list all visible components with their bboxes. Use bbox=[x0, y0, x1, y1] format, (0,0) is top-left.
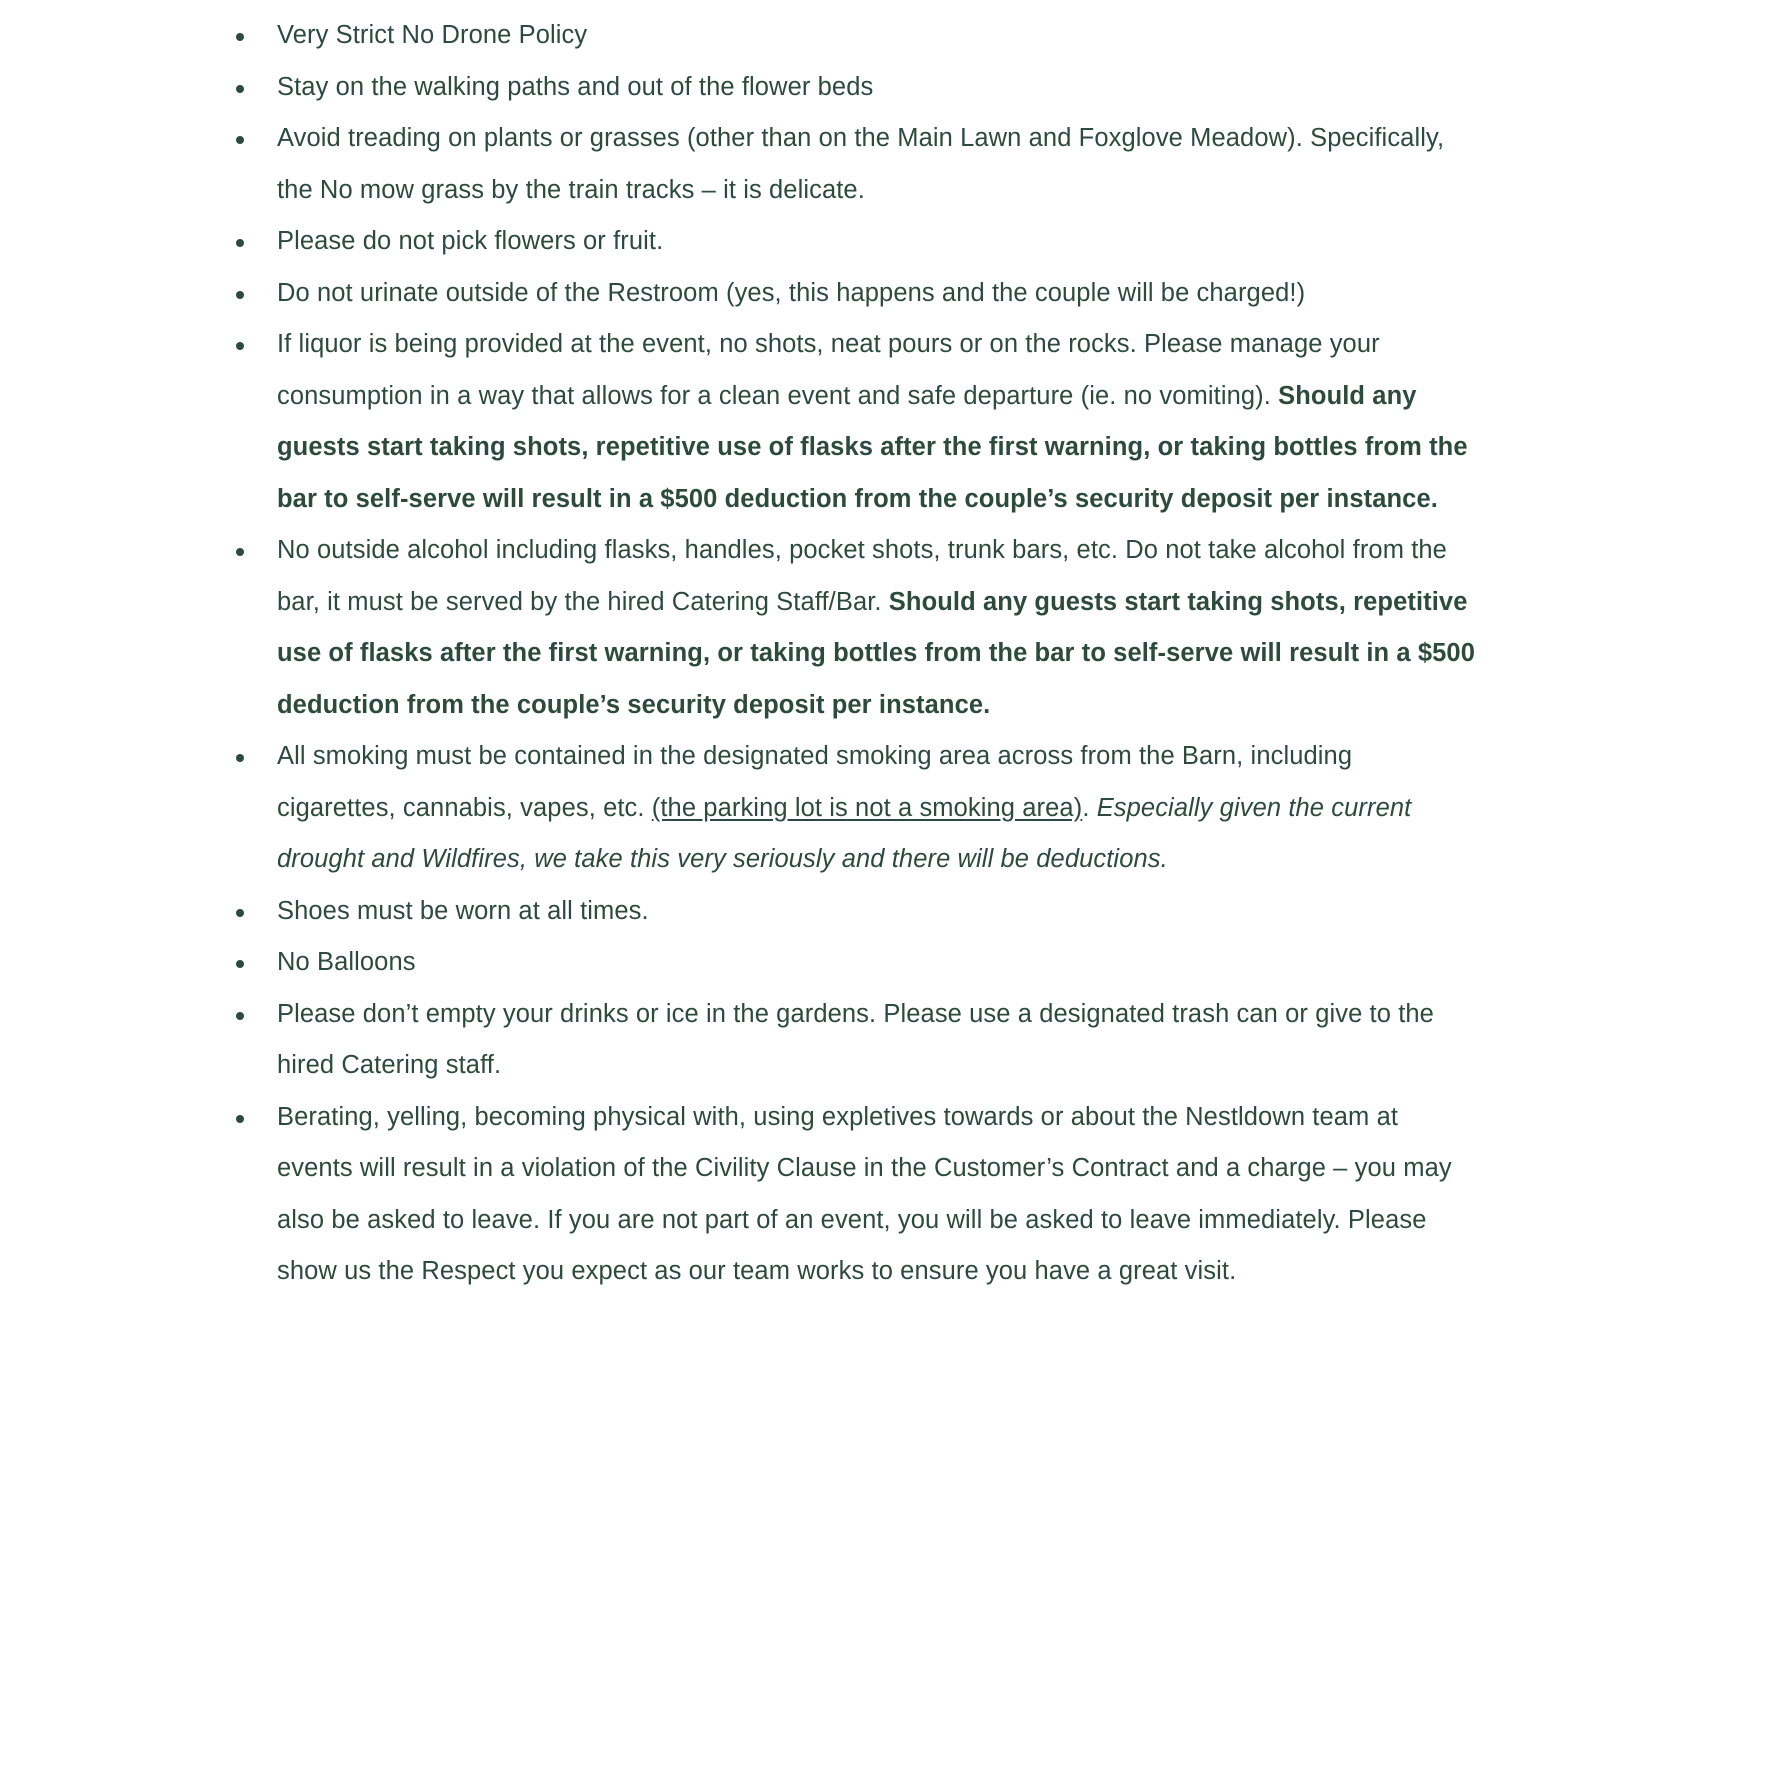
rule-item-shoes-required bbox=[225, 886, 1476, 938]
rule-text-run: Should any guests start taking shots, repetitive use of flasks after the first warning, or taking bottles from the bar to self-serve will result in a $500 deduction from the couple’s security deposit per instance. bbox=[277, 381, 1468, 513]
rule-item-liquor-service bbox=[225, 319, 1476, 525]
rule-text-run: Should any guests start taking shots, repetitive use of flasks after the first warning, or taking bottles from the bar to self-serve will result in a $500 deduction from the couple’s security deposit per instance. bbox=[277, 587, 1475, 719]
rule-item-no-balloons bbox=[225, 937, 1476, 989]
rule-text-run: Do not urinate outside of the Restroom (yes, this happens and the couple will be charged!) bbox=[277, 278, 1306, 307]
rule-item-smoking-area bbox=[225, 731, 1476, 886]
rule-text-run: Please do not pick flowers or fruit. bbox=[277, 227, 664, 255]
rule-text-run: No outside alcohol including flasks, handles, pocket shots, trunk bars, etc. Do not take alcohol from the bar, it must be served by the hired Catering Staff/Bar. bbox=[277, 536, 1447, 616]
rule-text-run: Please don’t empty your drinks or ice in the gardens. Please use a designated trash can or give to the hired Catering staff. bbox=[277, 999, 1434, 1079]
rule-item-no-emptying-drinks bbox=[225, 989, 1476, 1092]
rule-item-restroom-only bbox=[225, 268, 1476, 320]
rule-item-no-outside-alcohol bbox=[225, 525, 1476, 731]
rule-text-run: No Balloons bbox=[277, 948, 416, 976]
rule-item-walking-paths bbox=[225, 62, 1476, 114]
rule-text-run: Stay on the walking paths and out of the flower beds bbox=[277, 72, 874, 101]
rule-text-run: Berating, yelling, becoming physical with, using expletives towards or about the Nestldown team at events will result in a violation of the Civility Clause in the Customer’s Contract and a charge – you may also be asked to leave. If you are not part of an event, you will be asked to leave immediately. Please show us the Respect you expect as our team works to ensure you have a great visit. bbox=[277, 1102, 1452, 1285]
rules-list bbox=[225, 10, 1476, 1298]
rule-text-run: If liquor is being provided at the event, no shots, neat pours or on the rocks. Please manage your consumption in a way that allows for a clean event and safe departure (ie. no vomiting). bbox=[277, 330, 1380, 410]
rule-text-run: Shoes must be worn at all times. bbox=[277, 896, 649, 925]
rule-text-run: Very Strict No Drone Policy bbox=[277, 21, 588, 49]
rule-item-no-drone-policy bbox=[225, 10, 1476, 62]
rule-item-no-picking bbox=[225, 216, 1476, 268]
rule-text-run: (the parking lot is not a smoking area) bbox=[651, 793, 1083, 822]
rule-text-run: All smoking must be contained in the designated smoking area across from the Barn, including cigarettes, cannabis, vapes, etc. bbox=[277, 742, 1353, 822]
rule-text-run: Avoid treading on plants or grasses (other than on the Main Lawn and Foxglove Meadow). Specifically, the No mow grass by the train tracks – it is delicate. bbox=[277, 124, 1445, 204]
rule-item-avoid-treading bbox=[225, 113, 1476, 216]
rule-text-run: Especially given the current drought and Wildfires, we take this very seriously and there will be deductions. bbox=[277, 793, 1412, 873]
rule-item-civility-clause bbox=[225, 1092, 1476, 1298]
rule-text-run: . bbox=[1082, 793, 1097, 822]
